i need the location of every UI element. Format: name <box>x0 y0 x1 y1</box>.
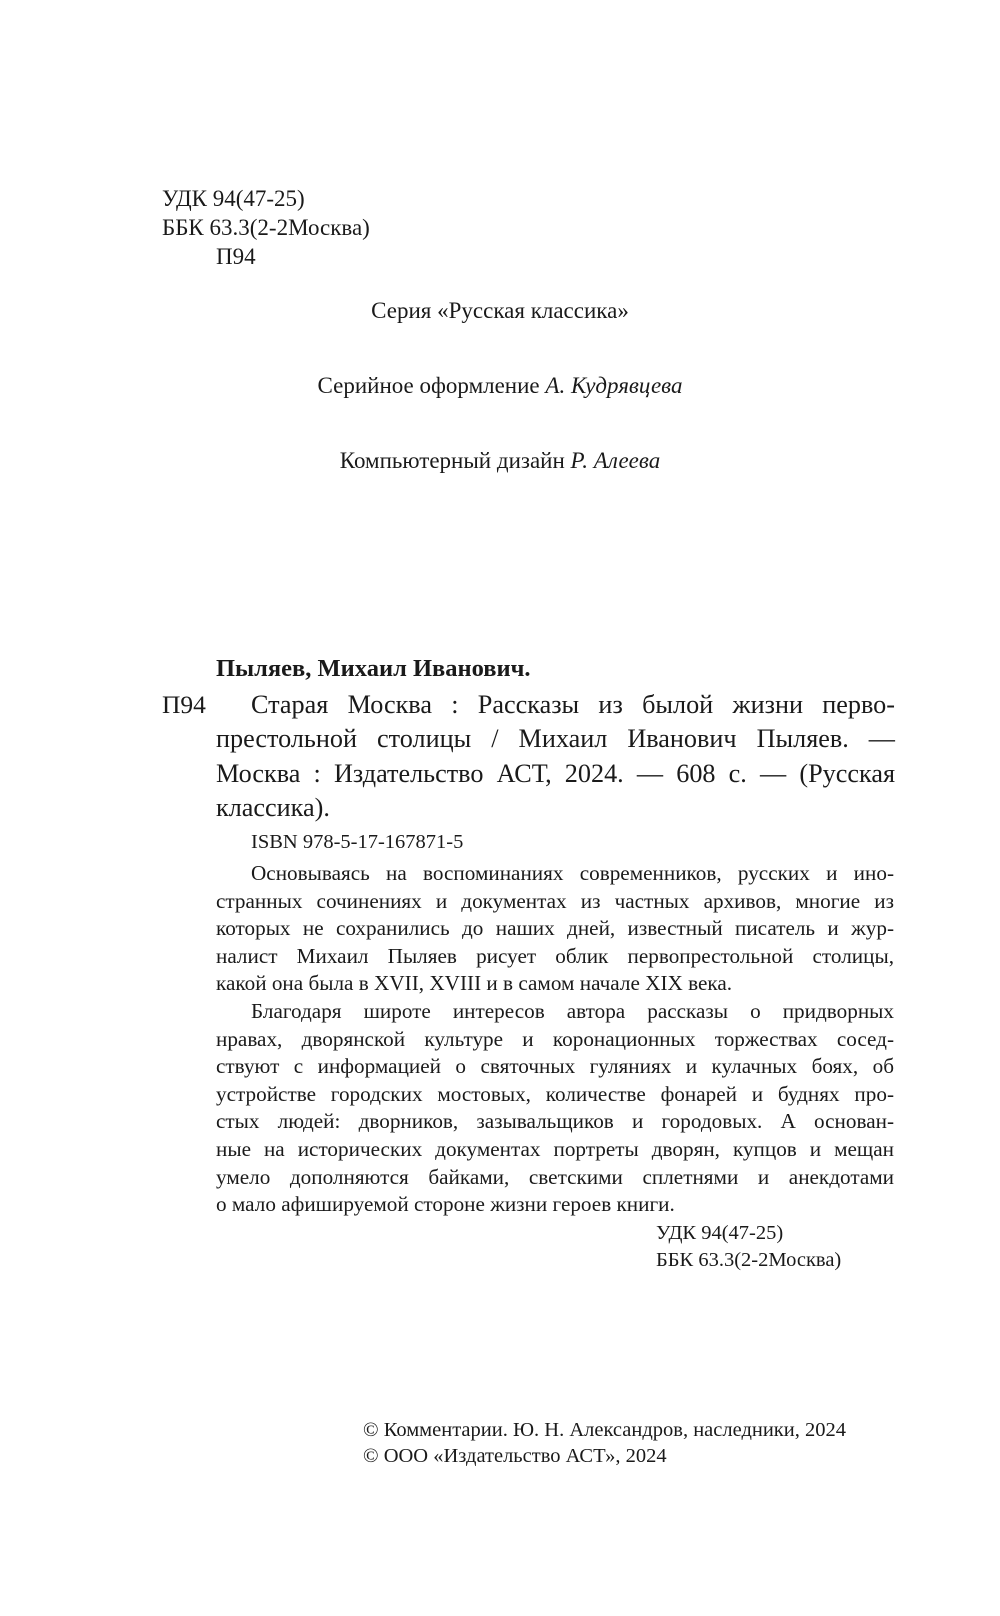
abstract-line: налист Михаил Пыляев рисует облик первопрестольной столицы, <box>216 944 894 968</box>
abstract-line: которых не сохранились до наших дней, известный писатель и жур- <box>216 916 894 940</box>
abstract-line: ствуют с информацией о святочных гуляниях и кулачных боях, об <box>216 1054 894 1078</box>
biblio-line: классика). <box>216 793 330 822</box>
abstract-line: стых людей: дворников, зазывальщиков и городовых. А основан- <box>216 1109 894 1133</box>
udk-top: УДК 94(47-25) <box>162 186 305 211</box>
biblio-line: Старая Москва : Рассказы из былой жизни перво- <box>251 690 895 719</box>
biblio-line: престольной столицы / Михаил Иванович Пыляев. — <box>216 724 895 753</box>
abstract-line: какой она была в XVII, XVIII и в самом начале XIX века. <box>216 971 733 995</box>
abstract-line: Благодаря широте интересов автора рассказы о придворных <box>251 999 894 1023</box>
computer-design-label: Компьютерный дизайн <box>339 448 565 473</box>
abstract-line: устройстве городских мостовых, количестве фонарей и буднях про- <box>216 1082 894 1106</box>
cover-design-line <box>0 371 1000 400</box>
series-line: Серия «Русская классика» <box>371 298 629 323</box>
copyright-publisher: © ООО «Издательство АСТ», 2024 <box>363 1445 667 1467</box>
author-mark-top: П94 <box>216 244 256 269</box>
bbk-top: ББК 63.3(2-2Москва) <box>162 215 370 240</box>
isbn: ISBN 978-5-17-167871-5 <box>251 831 464 853</box>
abstract-line: о мало афишируемой стороне жизни героев книги. <box>216 1192 675 1216</box>
abstract-line: странных сочинениях и документах из частных архивов, многие из <box>216 889 894 913</box>
computer-design-line <box>0 446 1000 475</box>
abstract-line: нравах, дворянской культуре и коронационных торжествах сосед- <box>216 1027 894 1051</box>
cover-design-label: Серийное оформление <box>317 373 540 398</box>
udk-card: УДК 94(47-25) <box>656 1222 784 1244</box>
author-mark-card: П94 <box>162 690 206 719</box>
bbk-card: ББК 63.3(2-2Москва) <box>656 1249 842 1271</box>
copyright-comments: © Комментарии. Ю. Н. Александров, наследники, 2024 <box>363 1419 846 1441</box>
abstract-line: ные на исторических документах портреты дворян, купцов и мещан <box>216 1137 894 1161</box>
biblio-line: Москва : Издательство АСТ, 2024. — 608 с. — (Русская <box>216 759 895 788</box>
computer-design-name: Р. Алеева <box>570 448 661 473</box>
abstract-line: умело дополняются байками, светскими сплетнями и анекдотами <box>216 1165 894 1189</box>
author-heading: Пыляев, Михаил Иванович. <box>216 655 531 682</box>
abstract-line: Основываясь на воспоминаниях современников, русских и ино- <box>251 861 894 885</box>
cover-design-name: А. Кудрявцева <box>545 373 683 398</box>
